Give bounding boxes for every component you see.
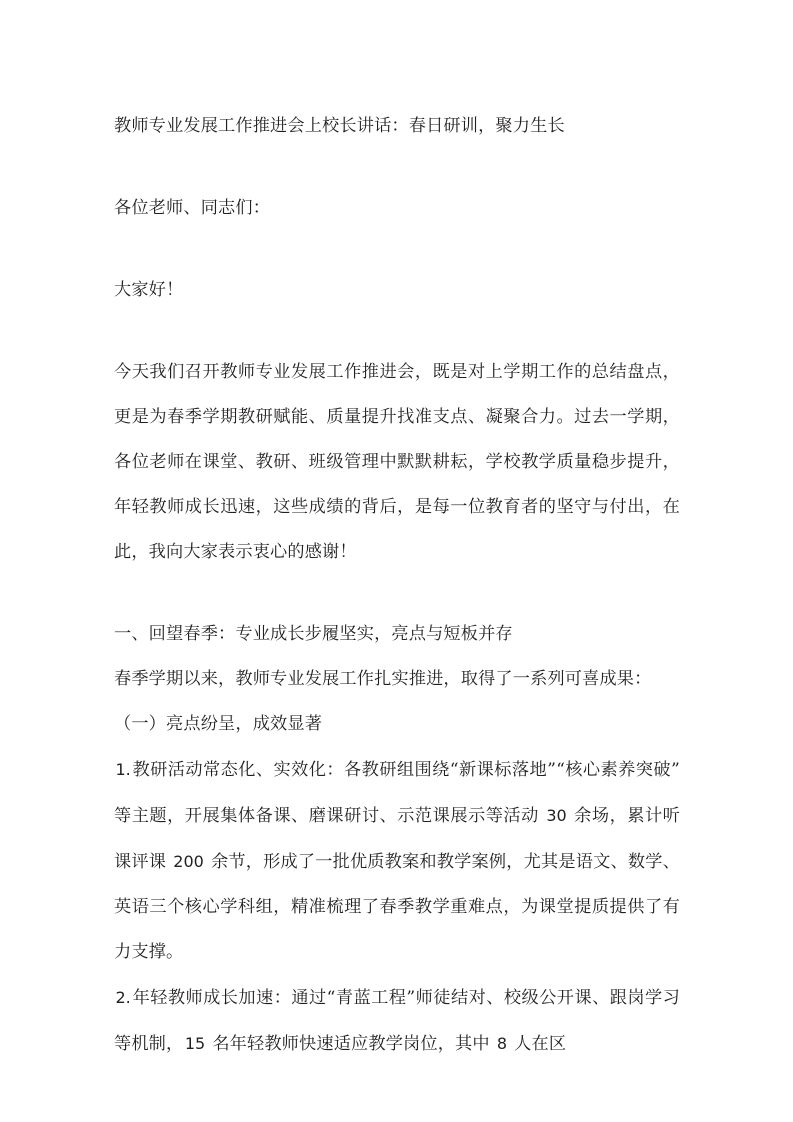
- opening-paragraph: 今天我们召开教师专业发展工作推进会，既是对上学期工作的总结盘点，更是为春季学期教研赋能、质量提升找准支点、凝聚合力。过去一学期，各位老师在课堂、教研、班级管理中默默耕耘，学校教学质量稳步提升，年轻教师成长迅速，这些成绩的背后，是每一位教育者的坚守与付出，在此，我向大家表示衷心的感谢！: [114, 362, 680, 562]
- list-item-text: 教研活动常态化、实效化：各教研组围绕“新课标落地”“核心素养突破”等主题，开展集体备课、磨课研讨、示范课展示等活动: [114, 760, 680, 826]
- list-item-text: 余节，形成了一批优质教案和教学案例，尤其是语文、数学、英语三个核心学科组，精准梳理了春季教学重难点，为课堂提质提供了有力支撑。: [114, 852, 680, 962]
- section-subheading-1: （一）亮点纷呈，成效显著: [114, 714, 323, 734]
- list-item-number: 2.: [115, 988, 131, 1007]
- list-item-text: 名年轻教师快速适应教学岗位，其中: [206, 1034, 496, 1054]
- greeting-line: 大家好！: [114, 280, 184, 300]
- list-item-text: 余场，累计听课评课: [114, 806, 681, 872]
- list-item-number: 1.: [115, 760, 131, 779]
- list-item-inline-number: 15: [184, 1034, 206, 1053]
- salutation-line: 各位老师、同志们：: [114, 198, 271, 218]
- section-lead-1: 春季学期以来，教师专业发展工作扎实推进，取得了一系列可喜成果：: [114, 669, 652, 689]
- section-heading-1: 一、回望春季：专业成长步履坚实，亮点与短板并存: [114, 624, 513, 644]
- list-item-text: 人在区: [508, 1034, 567, 1054]
- list-item-inline-number: 30: [546, 806, 567, 825]
- list-item: [114, 975, 680, 1067]
- document-body: [114, 104, 680, 1067]
- list-item-inline-number: 8: [496, 1034, 508, 1053]
- list-item-text: 年轻教师成长加速：通过“青蓝工程”师徒结对、校级公开课、跟岗学习等机制，: [114, 988, 680, 1054]
- list-item: [114, 747, 680, 975]
- list-item-inline-number: 200: [173, 852, 204, 871]
- document-title: 教师专业发展工作推进会上校长讲话：春日研训，聚力生长: [114, 116, 565, 136]
